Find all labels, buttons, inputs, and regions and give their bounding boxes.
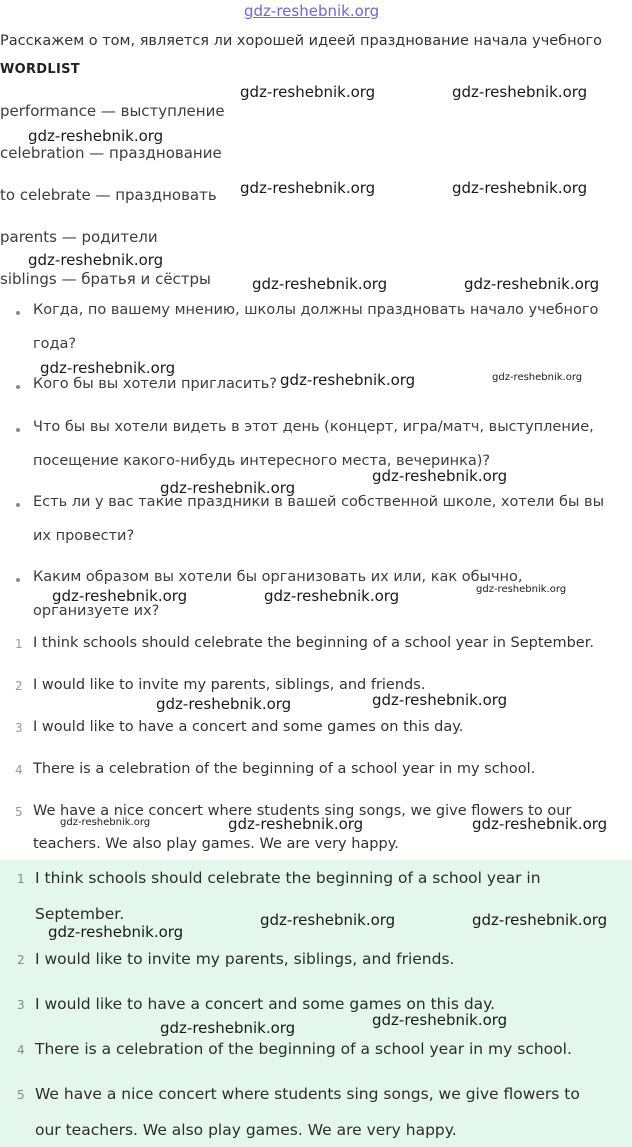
bullet-dot xyxy=(16,428,20,432)
wordlist-item: celebration — празднование xyxy=(0,144,222,162)
bullet-dot xyxy=(16,503,20,507)
question-item: Что бы вы хотели видеть в этот день (концерт, игра/матч, выступление, xyxy=(33,419,594,435)
answer-item: We have a nice concert where students sing songs, we give flowers to our xyxy=(33,803,572,819)
watermark: gdz-reshebnik.org xyxy=(160,1019,296,1037)
answer-number: 5 xyxy=(17,1088,25,1102)
watermark: gdz-reshebnik.org xyxy=(452,179,588,197)
question-item-cont: их провести? xyxy=(33,528,135,544)
header-watermark-link[interactable]: gdz-reshebnik.org xyxy=(244,2,380,20)
answer-number: 2 xyxy=(17,953,25,967)
watermark: gdz-reshebnik.org xyxy=(464,275,600,293)
answer-number: 1 xyxy=(15,637,23,651)
answer-item: There is a celebration of the beginning of a school year in my school. xyxy=(33,761,536,777)
wordlist-item: to celebrate — праздновать xyxy=(0,186,217,204)
highlighted-answer-item: I would like to invite my parents, siblings, and friends. xyxy=(35,950,455,968)
answer-number: 4 xyxy=(17,1043,25,1057)
question-item-cont: года? xyxy=(33,336,77,352)
highlighted-answer-item: There is a celebration of the beginning of a school year in my school. xyxy=(35,1040,572,1058)
answer-number: 3 xyxy=(15,721,23,735)
watermark: gdz-reshebnik.org xyxy=(372,1011,508,1029)
watermark: gdz-reshebnik.org xyxy=(452,83,588,101)
wordlist-item: parents — родители xyxy=(0,228,158,246)
answer-item: I would like to have a concert and some games on this day. xyxy=(33,719,464,735)
highlighted-answer-item-cont: September. xyxy=(35,905,125,923)
watermark: gdz-reshebnik.org xyxy=(280,371,416,389)
answer-number: 3 xyxy=(17,998,25,1012)
answer-item-cont: teachers. We also play games. We are very happy. xyxy=(33,836,399,852)
watermark: gdz-reshebnik.org xyxy=(264,587,400,605)
answer-number: 1 xyxy=(17,872,25,886)
question-item-cont: посещение какого-нибудь интересного места, вечеринка)? xyxy=(33,453,491,469)
highlighted-answer-item: I think schools should celebrate the beginning of a school year in xyxy=(35,869,541,887)
answer-item: I would like to invite my parents, siblings, and friends. xyxy=(33,677,426,693)
watermark: gdz-reshebnik.org xyxy=(472,911,608,929)
watermark: gdz-reshebnik.org xyxy=(156,695,292,713)
question-item: Кого бы вы хотели пригласить? xyxy=(33,376,277,392)
bullet-dot xyxy=(16,311,20,315)
watermark: gdz-reshebnik.org xyxy=(372,467,508,485)
watermark: gdz-reshebnik.org xyxy=(240,179,376,197)
answer-item: I think schools should celebrate the beginning of a school year in September. xyxy=(33,635,594,651)
answer-number: 4 xyxy=(15,763,23,777)
watermark: gdz-reshebnik.org xyxy=(48,923,184,941)
bullet-dot xyxy=(16,385,20,389)
question-item: Когда, по вашему мнению, школы должны праздновать начало учебного xyxy=(33,302,599,318)
bullet-dot xyxy=(16,578,20,582)
watermark: gdz-reshebnik.org xyxy=(252,275,388,293)
wordlist-item: siblings — братья и сёстры xyxy=(0,270,211,288)
answer-number: 2 xyxy=(15,679,23,693)
question-item: Есть ли у вас такие праздники в вашей собственной школе, хотели бы вы xyxy=(33,494,605,510)
watermark: gdz-reshebnik.org xyxy=(28,127,164,145)
watermark: gdz-reshebnik.org xyxy=(260,911,396,929)
wordlist-title: WORDLIST xyxy=(0,62,80,77)
watermark: gdz-reshebnik.org xyxy=(472,815,608,833)
watermark: gdz-reshebnik.org xyxy=(492,372,583,383)
answer-number: 5 xyxy=(15,805,23,819)
watermark: gdz-reshebnik.org xyxy=(240,83,376,101)
question-item: Каким образом вы хотели бы организовать их или, как обычно, xyxy=(33,569,523,585)
watermark: gdz-reshebnik.org xyxy=(476,584,567,595)
watermark: gdz-reshebnik.org xyxy=(52,587,188,605)
highlighted-answer-item-cont: our teachers. We also play games. We are very happy. xyxy=(35,1121,457,1139)
wordlist-item: performance — выступление xyxy=(0,102,225,120)
question-item-cont: организуете их? xyxy=(33,603,160,619)
watermark: gdz-reshebnik.org xyxy=(60,817,151,828)
intro-text: Расскажем о том, является ли хорошей идеей празднование начала учебного xyxy=(0,33,602,49)
highlighted-answer-item: I would like to have a concert and some games on this day. xyxy=(35,995,496,1013)
highlighted-answer-item: We have a nice concert where students sing songs, we give flowers to xyxy=(35,1085,580,1103)
watermark: gdz-reshebnik.org xyxy=(228,815,364,833)
watermark: gdz-reshebnik.org xyxy=(160,479,296,497)
watermark: gdz-reshebnik.org xyxy=(40,359,176,377)
watermark: gdz-reshebnik.org xyxy=(28,251,164,269)
watermark: gdz-reshebnik.org xyxy=(372,691,508,709)
